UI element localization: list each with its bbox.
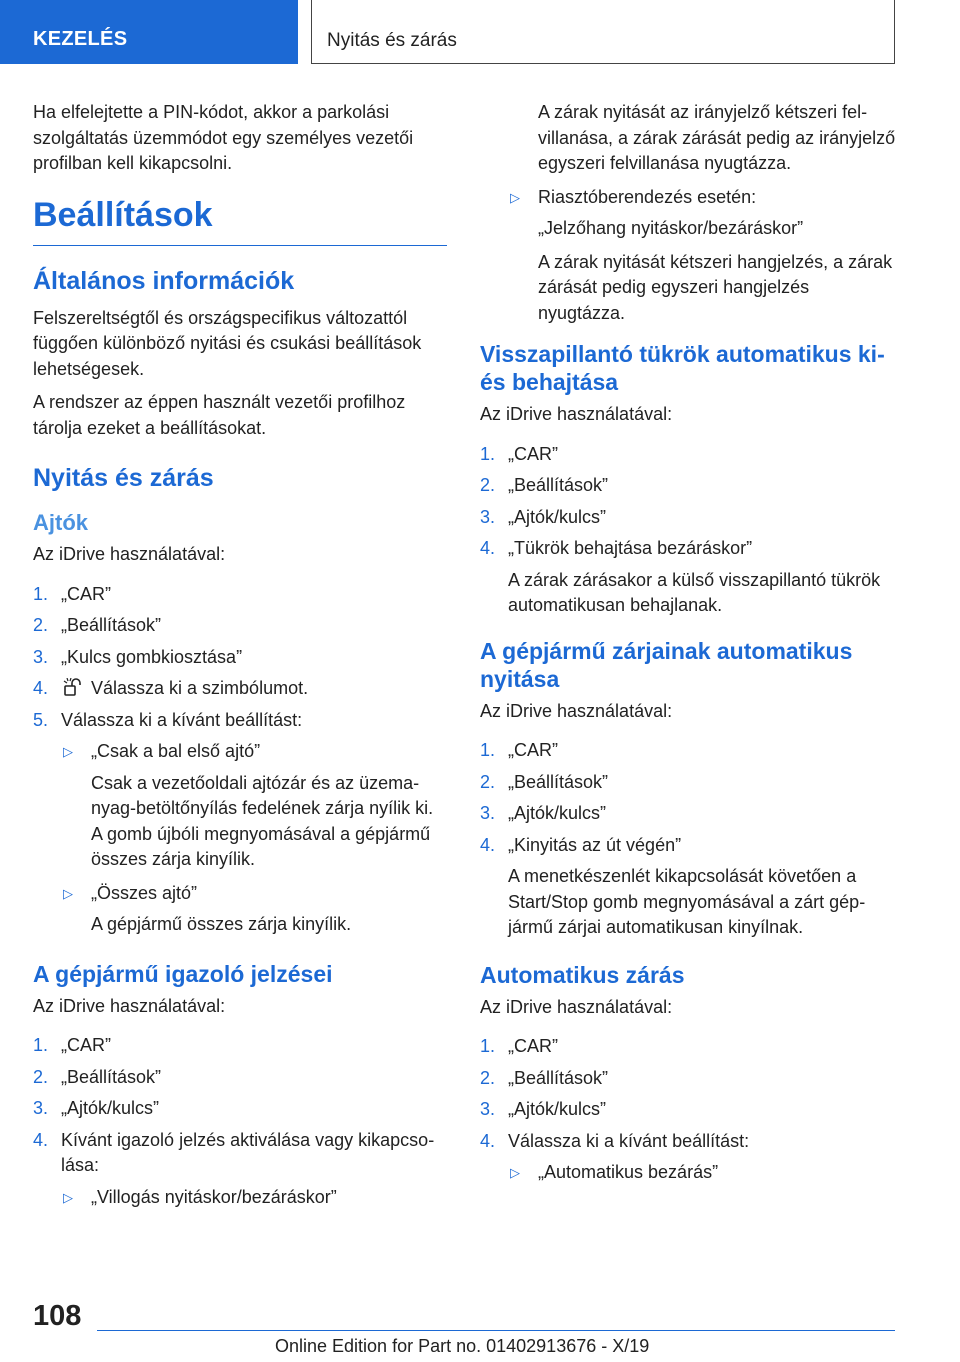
mirrors-description: A zárak zárásakor a külső visszapillantó tükrök automatikusan behajlanak.	[508, 569, 881, 615]
doors-intro: Az iDrive használatával:	[33, 544, 226, 564]
auto-lock-steps	[480, 1034, 896, 1154]
list-item: 1. „CAR”	[33, 583, 111, 604]
auto-unlock-intro: Az iDrive használatával:	[480, 700, 673, 721]
list-item: 4. Válassza ki a kívánt beállítást:	[480, 1130, 750, 1151]
triangle-bullet-icon: ▷	[510, 1165, 520, 1180]
chapter-title: Nyitás és zárás	[327, 30, 457, 51]
auto-lock-intro: Az iDrive használatával:	[480, 996, 673, 1017]
general-info-p2: A rendszer az éppen használt vezetői profilhoz tárolja ezeket a beállításokat.	[33, 392, 406, 438]
auto-unlock-description: A menetkészenlét kikapcsolását követően a Start/Stop gomb megnyomásával a zárt gépjármű zárjai automatikusan kinyílnak.	[508, 866, 866, 937]
list-item: 2. „Beállítások”	[480, 1067, 609, 1088]
list-item: 2. „Beállítások”	[33, 615, 162, 635]
triangle-bullet-icon: ▷	[63, 885, 73, 901]
list-item: 2. „Beállítások”	[33, 1066, 162, 1087]
list-item: 4. Válassza ki a szimbólumot.	[33, 678, 309, 698]
chapter-header	[311, 0, 895, 64]
list-item: 2. „Beállítások”	[480, 771, 609, 792]
footer-rule	[97, 1330, 895, 1331]
list-item: 3. „Ajtók/kulcs”	[33, 1098, 160, 1118]
list-item: 1. „CAR”	[480, 740, 558, 760]
list-item: 1. „CAR”	[480, 1036, 558, 1056]
mirrors-heading: Visszapillantó tükrök automatikus ki- és behajtása	[480, 341, 885, 395]
confirm-intro: Az iDrive használatával:	[33, 995, 226, 1016]
option-description: A gépjármű összes zárja kinyílik.	[91, 914, 352, 934]
list-item: 3. „Ajtók/kulcs”	[480, 506, 607, 527]
list-item: 1. „CAR”	[480, 443, 558, 464]
bullet-item: ▷ „Csak a bal első ajtó”	[33, 739, 447, 765]
unlock-icon	[63, 678, 85, 696]
auto-unlock-heading: A gépjármű zárjainak automatikus nyitása	[480, 637, 853, 692]
bullet-item: ▷ „Összes ajtó”	[33, 881, 447, 907]
bullet-item: ▷ „Automatikus bezárás”	[480, 1160, 896, 1186]
mirrors-steps	[480, 442, 896, 562]
alarm-suboption: „Jelzőhang nyitáskor/bezáráskor”	[538, 218, 804, 238]
list-item: 4. Kívánt igazoló jelzés aktiválása vagy kikapcsolása:	[33, 1129, 435, 1175]
page-number: 108	[33, 1300, 82, 1332]
mirrors-intro: Az iDrive használatával:	[480, 404, 673, 424]
bullet-item: ▷ Riasztóberendezés esetén:	[480, 185, 896, 211]
list-item: 5. Válassza ki a kívánt beállítást:	[33, 709, 303, 730]
footer-edition: Online Edition for Part no. 01402913676 - X/19	[275, 1336, 650, 1356]
auto-unlock-steps	[480, 738, 896, 858]
right-column	[480, 100, 896, 1192]
list-item: 3. „Ajtók/kulcs”	[480, 803, 607, 823]
intro-paragraph: Ha elfelejtette a PIN-kódot, akkor a parkolási szolgáltatás üzemmódot egy személyes vezetői profilban kell kikapcsolni.	[33, 102, 414, 173]
option-description: Csak a vezetőoldali ajtózár és az üzemanyag-betöltőnyílás fedelének zárja nyílik ki. A gomb újbóli megnyomásával a gépjármű összes zárja kinyílik.	[91, 772, 434, 869]
general-info-p1: Felszereltségtől és országspecifikus változattól függően különböző nyitási és csukási beállítások lehetségesek.	[33, 307, 422, 379]
doors-steps	[33, 582, 447, 734]
section-tab	[0, 0, 298, 64]
heading-rule	[33, 245, 447, 246]
triangle-bullet-icon: ▷	[510, 189, 520, 205]
alarm-description: A zárak nyitását kétszeri hangjelzés, a zárak zárását pedig egyszeri hangjelzés nyugtázza.	[538, 251, 893, 323]
left-column	[33, 100, 447, 1216]
list-item: 4. „Kinyitás az út végén”	[480, 834, 682, 855]
open-close-heading: Nyitás és zárás	[33, 464, 214, 492]
list-item: 2. „Beállítások”	[480, 475, 609, 495]
triangle-bullet-icon: ▷	[63, 1189, 73, 1205]
section-tab-label: KEZELÉS	[33, 28, 128, 50]
doors-heading: Ajtók	[33, 510, 88, 535]
page-heading: Beállítások	[33, 195, 213, 234]
bullet-item: ▷ „Villogás nyitáskor/bezáráskor”	[33, 1185, 447, 1211]
list-item: 4. „Tükrök behajtása bezáráskor”	[480, 538, 753, 558]
confirm-steps	[33, 1033, 447, 1179]
list-item: 3. „Ajtók/kulcs”	[480, 1099, 607, 1119]
auto-lock-heading: Automatikus zárás	[480, 961, 685, 988]
list-item: 1. „CAR”	[33, 1035, 111, 1055]
general-info-heading: Általános információk	[33, 266, 295, 295]
flash-description: A zárak nyitását az irányjelző kétszeri felvillanása, a zárak zárását pedig az irányjelző egyszeri felvillanása nyugtázza.	[538, 102, 896, 173]
confirm-signals-heading: A gépjármű igazoló jelzései	[33, 960, 333, 987]
list-item: 3. „Kulcs gombkiosztása”	[33, 646, 243, 667]
triangle-bullet-icon: ▷	[63, 744, 73, 759]
